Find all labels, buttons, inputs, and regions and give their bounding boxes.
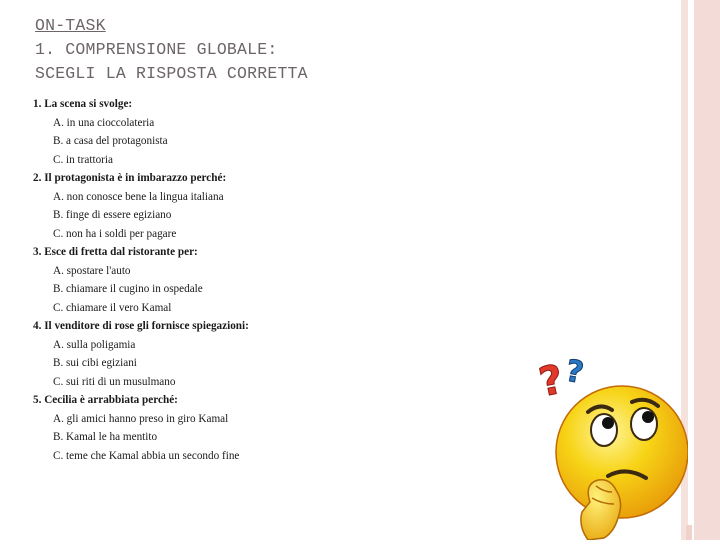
answer-option: C. non ha i soldi per pagare xyxy=(53,227,177,240)
question-mark-red-icon xyxy=(538,356,568,406)
frame-bar-outer xyxy=(694,0,720,540)
question-head: 3. Esce di fretta dal ristorante per: xyxy=(33,246,198,258)
answer-option: B. finge di essere egiziano xyxy=(53,209,172,221)
answer-option: B. a casa del protagonista xyxy=(53,135,168,147)
question-1 xyxy=(33,95,553,169)
question-head: 5. Cecilia è arrabbiata perché: xyxy=(33,394,178,406)
question-mark-blue-icon xyxy=(563,354,586,391)
title-line-3: SCEGLI LA RISPOSTA CORRETTA xyxy=(35,64,308,83)
question-2 xyxy=(33,169,553,243)
question-head: 1. La scena si svolge: xyxy=(33,98,133,110)
answer-option: B. chiamare il cugino in ospedale xyxy=(53,283,203,295)
title-line-1: ON-TASK xyxy=(35,16,106,35)
slide-title xyxy=(35,14,308,86)
answer-option: A. sulla poligamia xyxy=(53,338,136,351)
answer-option: B. Kamal le ha mentito xyxy=(53,431,158,443)
question-5 xyxy=(33,391,553,465)
answer-option: B. sui cibi egiziani xyxy=(53,357,137,369)
svg-text:?: ? xyxy=(538,356,568,407)
svg-text:?: ? xyxy=(563,353,587,392)
question-3 xyxy=(33,243,553,317)
answer-option: C. in trattoria xyxy=(53,153,113,166)
thinking-smiley-icon xyxy=(538,352,688,540)
answer-option: C. chiamare il vero Kamal xyxy=(53,301,172,314)
title-line-2: 1. COMPRENSIONE GLOBALE: xyxy=(35,40,278,59)
question-list xyxy=(33,95,553,465)
answer-option: C. sui riti di un musulmano xyxy=(53,375,176,388)
question-4 xyxy=(33,317,553,391)
question-head: 4. Il venditore di rose gli fornisce spiegazioni: xyxy=(33,320,249,332)
answer-option: A. gli amici hanno preso in giro Kamal xyxy=(53,412,229,425)
answer-option: A. in una cioccolateria xyxy=(53,116,155,129)
answer-option: A. spostare l'auto xyxy=(53,264,131,277)
question-head: 2. Il protagonista è in imbarazzo perché: xyxy=(33,172,227,184)
frame-bar-line xyxy=(689,0,691,540)
answer-option: C. teme che Kamal abbia un secondo fine xyxy=(53,449,240,462)
answer-option: A. non conosce bene la lingua italiana xyxy=(53,190,224,203)
